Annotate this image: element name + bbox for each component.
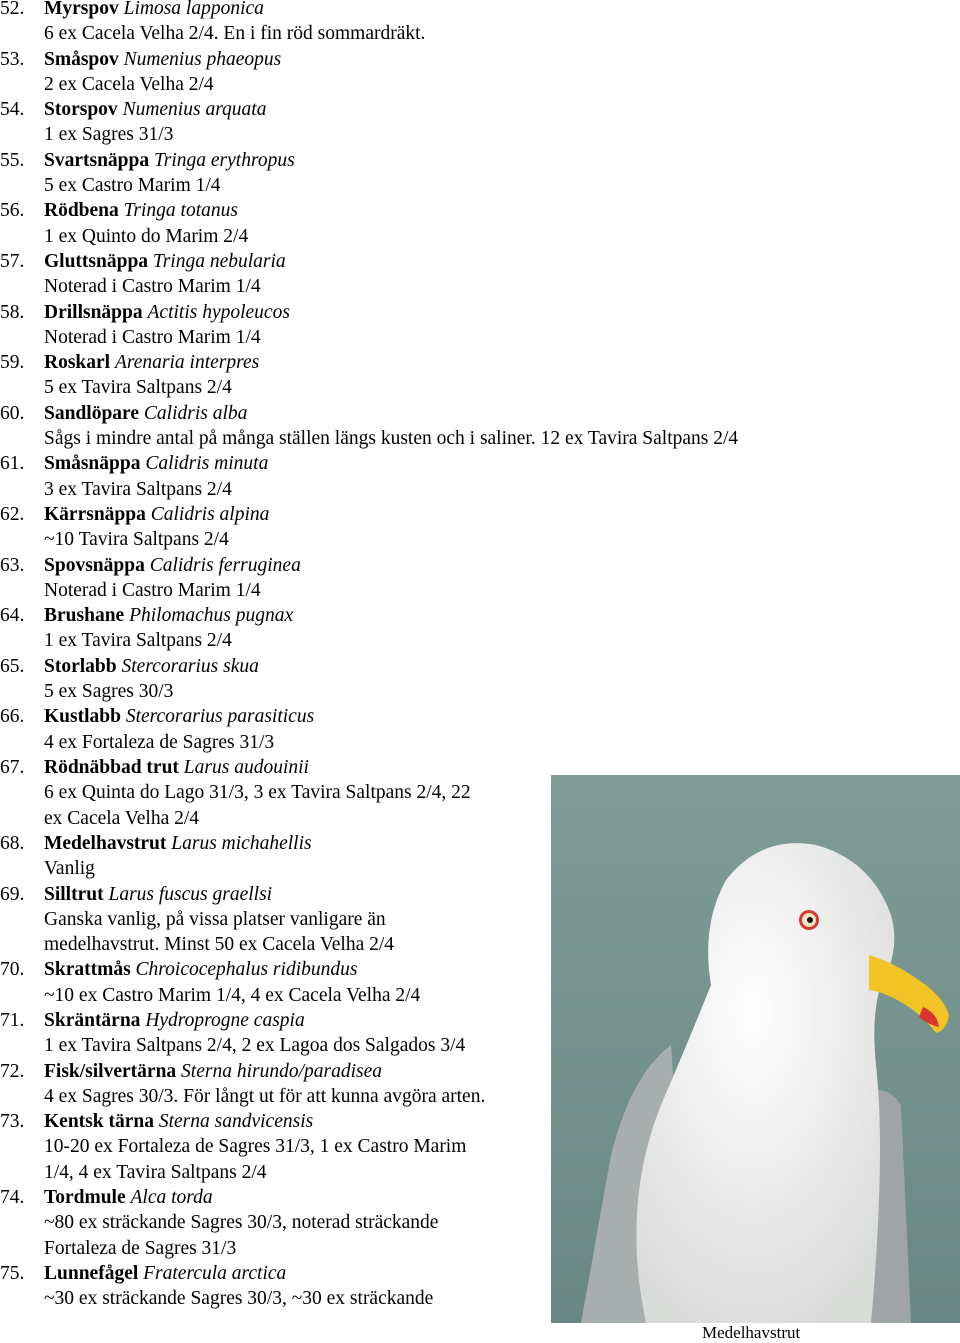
observation-text: 5 ex Sagres 30/3 xyxy=(44,681,174,703)
observation-text: 4 ex Fortaleza de Sagres 31/3 xyxy=(44,731,275,753)
observation-text: Ganska vanlig, på vissa platser vanligare än xyxy=(44,908,386,930)
species-name xyxy=(44,654,259,679)
common-name: Spovsnäppa xyxy=(44,554,145,576)
scientific-name: Tringa totanus xyxy=(123,200,238,222)
common-name: Kustlabb xyxy=(44,706,121,728)
common-name: Storlabb xyxy=(44,655,117,677)
species-name xyxy=(44,451,268,476)
observation-text: 6 ex Cacela Velha 2/4. En i fin röd sommardräkt. xyxy=(44,23,426,45)
observation-text: Sågs i mindre antal på många ställen längs kusten och i saliner. 12 ex Tavira Saltpans 2/4 xyxy=(44,428,739,450)
observation-text: Noterad i Castro Marim 1/4 xyxy=(44,579,261,601)
species-name xyxy=(44,148,295,173)
common-name: Fisk/silvertärna xyxy=(44,1060,177,1082)
scientific-name: Hydroprogne caspia xyxy=(145,1010,305,1031)
species-name xyxy=(44,350,259,375)
scientific-name: Calidris ferruginea xyxy=(149,554,301,576)
common-name: Småspov xyxy=(44,48,119,70)
species-name xyxy=(44,1185,213,1210)
observation-text: 1 ex Sagres 31/3 xyxy=(44,124,174,146)
species-name xyxy=(44,957,357,982)
species-name xyxy=(44,1109,313,1134)
species-number: 69. xyxy=(0,883,25,905)
species-name xyxy=(44,300,290,325)
observation-text: ex Cacela Velha 2/4 xyxy=(44,807,200,829)
species-number: 67. xyxy=(0,757,25,778)
species-number: 62. xyxy=(0,504,25,525)
scientific-name: Tringa erythropus xyxy=(154,149,295,171)
scientific-name: Larus michahellis xyxy=(171,832,312,854)
scientific-name: Philomachus pugnax xyxy=(129,605,294,627)
species-number: 60. xyxy=(0,402,25,424)
species-number: 57. xyxy=(0,251,25,272)
common-name: Sandlöpare xyxy=(44,402,140,424)
species-number: 56. xyxy=(0,200,25,222)
common-name: Lunnefågel xyxy=(44,1263,139,1284)
species-number: 73. xyxy=(0,1111,25,1133)
observation-text: 1 ex Tavira Saltpans 2/4, 2 ex Lagoa dos Salgados 3/4 xyxy=(44,1035,466,1057)
species-name xyxy=(44,1059,382,1084)
species-number: 72. xyxy=(0,1060,25,1082)
scientific-name: Calidris alba xyxy=(143,402,248,424)
scientific-name: Limosa lapponica xyxy=(123,0,264,19)
scientific-name: Fratercula arctica xyxy=(143,1263,287,1284)
species-name xyxy=(44,0,264,21)
species-name xyxy=(44,249,286,274)
species-name xyxy=(44,553,301,578)
scientific-name: Sterna hirundo/paradisea xyxy=(181,1060,383,1082)
observation-text: Noterad i Castro Marim 1/4 xyxy=(44,326,261,348)
scientific-name: Stercorarius skua xyxy=(121,655,259,677)
observation-text: 5 ex Castro Marim 1/4 xyxy=(44,175,221,197)
common-name: Medelhavstrut xyxy=(44,832,167,854)
scientific-name: Alca torda xyxy=(130,1187,213,1209)
common-name: Drillsnäppa xyxy=(44,301,143,323)
species-name xyxy=(44,831,312,856)
scientific-name: Chroicocephalus ridibundus xyxy=(135,959,358,981)
scientific-name: Numenius arquata xyxy=(122,99,267,121)
observation-text: medelhavstrut. Minst 50 ex Cacela Velha 2/4 xyxy=(44,934,395,956)
observation-text: Fortaleza de Sagres 31/3 xyxy=(44,1237,237,1259)
observation-text: 1 ex Quinto do Marim 2/4 xyxy=(44,225,249,247)
species-name xyxy=(44,704,314,729)
observation-text: 6 ex Quinta do Lago 31/3, 3 ex Tavira Saltpans 2/4, 22 xyxy=(44,782,471,804)
species-number: 74. xyxy=(0,1187,25,1209)
species-number: 52. xyxy=(0,0,25,19)
common-name: Gluttsnäppa xyxy=(44,251,149,272)
species-name xyxy=(44,1261,286,1286)
species-number: 53. xyxy=(0,48,25,70)
observation-text: 2 ex Cacela Velha 2/4 xyxy=(44,73,214,95)
species-name xyxy=(44,603,293,628)
common-name: Silltrut xyxy=(44,883,104,905)
species-number: 65. xyxy=(0,655,25,677)
species-number: 58. xyxy=(0,301,25,323)
species-name xyxy=(44,502,269,527)
species-name xyxy=(44,882,272,907)
common-name: Skräntärna xyxy=(44,1010,141,1031)
common-name: Kärrsnäppa xyxy=(44,504,146,525)
common-name: Myrspov xyxy=(44,0,119,19)
scientific-name: Larus audouinii xyxy=(183,757,309,778)
species-name xyxy=(44,1008,305,1033)
common-name: Småsnäppa xyxy=(44,453,141,475)
species-number: 70. xyxy=(0,959,25,981)
gull-pupil xyxy=(807,917,813,923)
scientific-name: Calidris minuta xyxy=(145,453,269,475)
common-name: Roskarl xyxy=(44,352,111,374)
scientific-name: Calidris alpina xyxy=(150,504,270,525)
observation-text: 10-20 ex Fortaleza de Sagres 31/3, 1 ex Castro Marim xyxy=(44,1136,467,1158)
species-number: 75. xyxy=(0,1263,25,1284)
observation-text: ~30 ex sträckande Sagres 30/3, ~30 ex sträckande xyxy=(44,1288,434,1310)
common-name: Kentsk tärna xyxy=(44,1111,154,1133)
species-number: 66. xyxy=(0,706,25,728)
species-number: 55. xyxy=(0,149,25,171)
species-number: 54. xyxy=(0,99,25,121)
observation-text: 1/4, 4 ex Tavira Saltpans 2/4 xyxy=(44,1161,267,1183)
species-number: 64. xyxy=(0,605,25,627)
observation-text: ~10 Tavira Saltpans 2/4 xyxy=(44,529,229,551)
species-name xyxy=(44,401,247,426)
observation-text: 4 ex Sagres 30/3. För långt ut för att kunna avgöra arten. xyxy=(44,1085,486,1107)
common-name: Rödbena xyxy=(44,200,119,222)
scientific-name: Arenaria interpres xyxy=(114,352,260,374)
common-name: Storspov xyxy=(44,99,118,121)
common-name: Brushane xyxy=(44,605,125,627)
species-number: 71. xyxy=(0,1010,25,1031)
common-name: Skrattmås xyxy=(44,959,131,981)
species-number: 68. xyxy=(0,832,25,854)
observation-text: 5 ex Tavira Saltpans 2/4 xyxy=(44,377,232,399)
observation-text: ~10 ex Castro Marim 1/4, 4 ex Cacela Velha 2/4 xyxy=(44,984,421,1006)
species-name xyxy=(44,47,281,72)
observation-text: 1 ex Tavira Saltpans 2/4 xyxy=(44,630,232,652)
species-name xyxy=(44,198,238,223)
common-name: Rödnäbbad trut xyxy=(44,757,179,778)
species-number: 61. xyxy=(0,453,25,475)
photo-caption: Medelhavstrut xyxy=(702,1323,801,1342)
scientific-name: Stercorarius parasiticus xyxy=(125,706,315,728)
common-name: Svartsnäppa xyxy=(44,149,150,171)
scientific-name: Numenius phaeopus xyxy=(123,48,282,70)
gull-photo xyxy=(551,775,960,1323)
observation-text: Noterad i Castro Marim 1/4 xyxy=(44,276,261,298)
scientific-name: Larus fuscus graellsi xyxy=(108,883,273,905)
scientific-name: Sterna sandvicensis xyxy=(158,1111,314,1133)
common-name: Tordmule xyxy=(44,1187,126,1209)
observation-text: ~80 ex sträckande Sagres 30/3, noterad sträckande xyxy=(44,1212,439,1234)
species-number: 63. xyxy=(0,554,25,576)
species-name xyxy=(44,755,309,780)
species-name xyxy=(44,97,266,122)
observation-text: 3 ex Tavira Saltpans 2/4 xyxy=(44,478,232,500)
scientific-name: Tringa nebularia xyxy=(152,251,286,272)
scientific-name: Actitis hypoleucos xyxy=(147,301,290,323)
species-number: 59. xyxy=(0,352,25,374)
observation-text: Vanlig xyxy=(44,858,95,880)
